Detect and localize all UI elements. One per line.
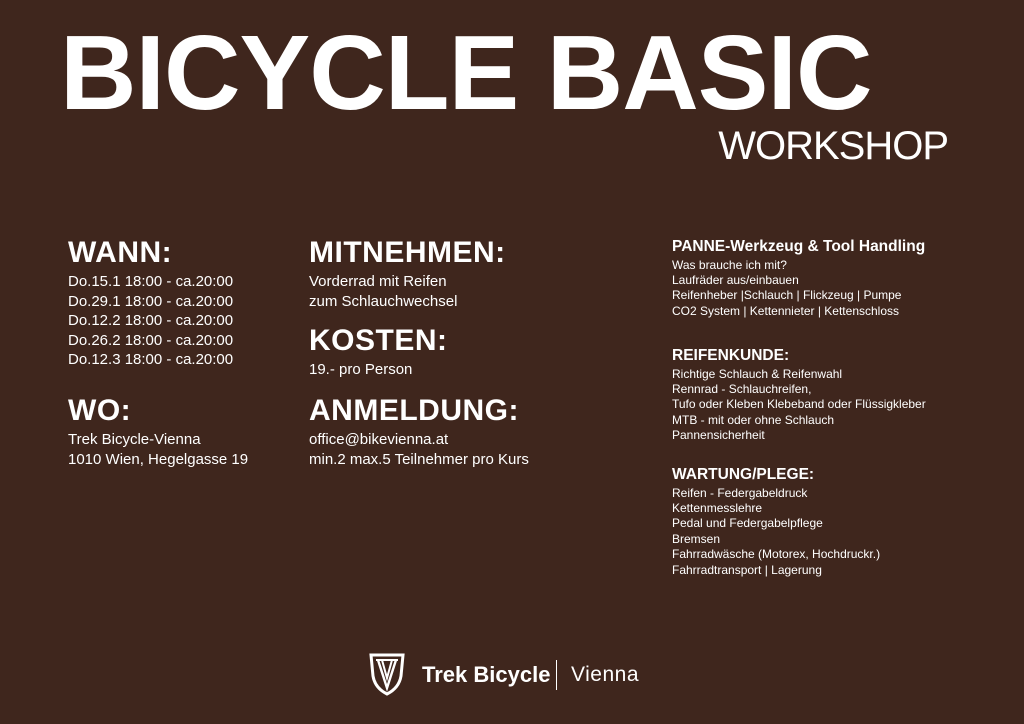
wo-section xyxy=(68,396,248,469)
reifenkunde-section xyxy=(672,348,926,444)
kosten-line: 19.- pro Person xyxy=(309,361,413,378)
wann-section xyxy=(68,238,233,370)
footer-logo xyxy=(368,652,668,698)
wann-heading: WANN: xyxy=(68,236,173,269)
wartung-heading: WARTUNG/PLEGE: xyxy=(672,466,815,483)
address-line: 1010 Wien, Hegelgasse 19 xyxy=(68,450,249,468)
wo-heading: WO: xyxy=(68,394,132,427)
address-line: Trek Bicycle-Vienna xyxy=(68,431,201,448)
wartung-line: Fahrradtransport | Lagerung xyxy=(672,562,822,577)
mitnehmen-line: zum Schlauchwechsel xyxy=(309,292,458,310)
mitnehmen-section xyxy=(309,238,506,311)
wartung-line: Fahrradwäsche (Motorex, Hochdruckr.) xyxy=(672,547,881,562)
date-line: Do.29.1 18:00 - ca.20:00 xyxy=(68,292,234,310)
wartung-section xyxy=(672,467,880,578)
kosten-heading: KOSTEN: xyxy=(309,324,448,357)
brand-name: Trek Bicycle xyxy=(422,662,551,687)
mitnehmen-lines xyxy=(309,272,506,311)
panne-lines xyxy=(672,258,925,320)
mitnehmen-line: Vorderrad mit Reifen xyxy=(309,273,447,290)
participants-line: min.2 max.5 Teilnehmer pro Kurs xyxy=(309,450,529,468)
wartung-line: Bremsen xyxy=(672,531,721,546)
reifenkunde-heading: REIFENKUNDE: xyxy=(672,347,790,364)
wartung-lines xyxy=(672,486,880,578)
wartung-line: Pedal und Federgabelpflege xyxy=(672,516,823,531)
brand-city: Vienna xyxy=(571,663,640,686)
wartung-line: Reifen - Federgabeldruck xyxy=(672,485,808,500)
anmeldung-section xyxy=(309,396,529,469)
panne-section xyxy=(672,239,925,319)
reifenkunde-line: Rennrad - Schlauchreifen, xyxy=(672,381,812,396)
logo-divider xyxy=(556,660,557,690)
panne-line: Laufräder aus/einbauen xyxy=(672,272,799,287)
reifenkunde-line: Pannensicherheit xyxy=(672,428,765,443)
wartung-line: Kettenmesslehre xyxy=(672,500,763,515)
panne-line: CO2 System | Kettennieter | Kettenschloss xyxy=(672,303,900,318)
date-line: Do.26.2 18:00 - ca.20:00 xyxy=(68,331,234,349)
anmeldung-heading: ANMELDUNG: xyxy=(309,394,519,427)
anmeldung-lines xyxy=(309,430,529,469)
date-line: Do.15.1 18:00 - ca.20:00 xyxy=(68,273,234,290)
kosten-section xyxy=(309,326,448,380)
kosten-lines xyxy=(309,360,448,380)
panne-heading: PANNE-Werkzeug & Tool Handling xyxy=(672,238,926,255)
panne-line: Was brauche ich mit? xyxy=(672,257,787,272)
email-line: office@bikevienna.at xyxy=(309,431,449,448)
reifenkunde-line: Tufo oder Kleben Klebeband oder Flüssigkleber xyxy=(672,397,926,412)
reifenkunde-line: Richtige Schlauch & Reifenwahl xyxy=(672,366,843,381)
wann-dates xyxy=(68,272,233,370)
wo-lines xyxy=(68,430,248,469)
reifenkunde-line: MTB - mit oder ohne Schlauch xyxy=(672,412,835,427)
poster-subtitle: WORKSHOP xyxy=(718,124,948,168)
date-line: Do.12.3 18:00 - ca.20:00 xyxy=(68,351,234,369)
mitnehmen-heading: MITNEHMEN: xyxy=(309,236,506,269)
trek-shield-icon xyxy=(368,652,406,696)
reifenkunde-lines xyxy=(672,367,926,444)
panne-line: Reifenheber |Schlauch | Flickzeug | Pumpe xyxy=(672,288,902,303)
date-line: Do.12.2 18:00 - ca.20:00 xyxy=(68,312,234,330)
poster-title: BICYCLE BASIC xyxy=(60,14,872,132)
